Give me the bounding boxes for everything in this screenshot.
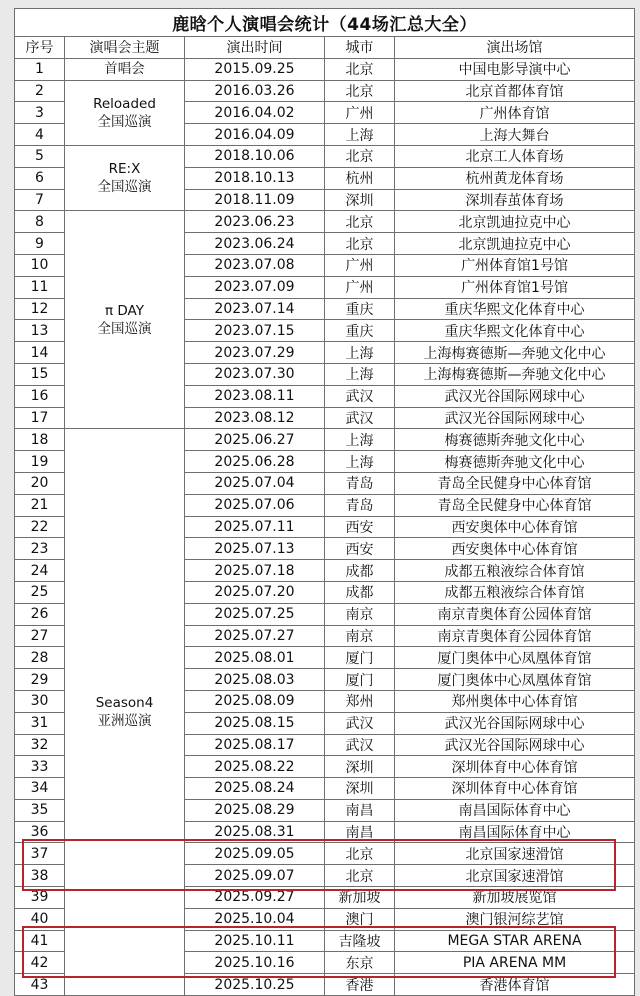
row-venue: 成都五粮液综合体育馆 [395, 581, 635, 603]
tour-theme-line1: 首唱会 [104, 61, 145, 78]
row-date: 2025.10.11 [185, 930, 325, 952]
tour-theme-cell [65, 429, 185, 996]
row-index: 4 [15, 124, 65, 146]
table-row [15, 211, 635, 233]
row-date: 2025.07.18 [185, 560, 325, 582]
row-city: 东京 [325, 952, 395, 974]
row-index: 14 [15, 342, 65, 364]
row-date: 2025.06.27 [185, 429, 325, 451]
tour-theme-line1: Season4 [95, 695, 154, 712]
row-index: 12 [15, 298, 65, 320]
row-date: 2018.11.09 [185, 189, 325, 211]
row-venue: 澳门银河综艺馆 [395, 908, 635, 930]
header-city: 城市 [325, 37, 395, 59]
row-index: 6 [15, 167, 65, 189]
row-city: 厦门 [325, 669, 395, 691]
row-venue: 西安奥体中心体育馆 [395, 516, 635, 538]
tour-theme-line1: π DAY [104, 302, 144, 319]
row-index: 25 [15, 581, 65, 603]
row-city: 深圳 [325, 189, 395, 211]
row-venue: 北京工人体育场 [395, 145, 635, 167]
row-venue: 南京青奥体育公园体育馆 [395, 603, 635, 625]
row-index: 24 [15, 560, 65, 582]
row-date: 2025.08.24 [185, 778, 325, 800]
row-venue: 武汉光谷国际网球中心 [395, 385, 635, 407]
row-index: 9 [15, 233, 65, 255]
row-date: 2025.09.05 [185, 843, 325, 865]
row-venue: 中国电影导演中心 [395, 58, 635, 80]
row-index: 20 [15, 472, 65, 494]
row-date: 2025.07.20 [185, 581, 325, 603]
row-index: 23 [15, 538, 65, 560]
row-date: 2025.08.29 [185, 799, 325, 821]
row-index: 35 [15, 799, 65, 821]
row-date: 2023.08.11 [185, 385, 325, 407]
row-index: 8 [15, 211, 65, 233]
header-row [15, 37, 635, 59]
row-city: 上海 [325, 342, 395, 364]
row-date: 2023.07.08 [185, 254, 325, 276]
row-index: 17 [15, 407, 65, 429]
table-row [15, 145, 635, 167]
row-city: 南京 [325, 625, 395, 647]
row-venue: 青岛全民健身中心体育馆 [395, 494, 635, 516]
row-date: 2025.08.03 [185, 669, 325, 691]
row-index: 31 [15, 712, 65, 734]
row-city: 北京 [325, 58, 395, 80]
header-date: 演出时间 [185, 37, 325, 59]
row-venue: 南昌国际体育中心 [395, 821, 635, 843]
row-date: 2025.08.15 [185, 712, 325, 734]
row-city: 香港 [325, 974, 395, 996]
row-date: 2025.07.25 [185, 603, 325, 625]
row-city: 西安 [325, 538, 395, 560]
row-city: 吉隆坡 [325, 930, 395, 952]
row-venue: MEGA STAR ARENA [395, 930, 635, 952]
row-venue: 深圳春茧体育场 [395, 189, 635, 211]
row-venue: 厦门奥体中心凤凰体育馆 [395, 669, 635, 691]
row-venue: 郑州奥体中心体育馆 [395, 690, 635, 712]
row-city: 上海 [325, 429, 395, 451]
row-index: 42 [15, 952, 65, 974]
row-date: 2023.07.30 [185, 363, 325, 385]
row-city: 成都 [325, 581, 395, 603]
row-date: 2016.04.09 [185, 124, 325, 146]
row-venue: 重庆华熙文化体育中心 [395, 320, 635, 342]
row-index: 3 [15, 102, 65, 124]
sheet-title: 鹿晗个人演唱会统计（44场汇总大全） [15, 9, 635, 37]
row-date: 2018.10.06 [185, 145, 325, 167]
row-index: 33 [15, 756, 65, 778]
row-date: 2025.08.17 [185, 734, 325, 756]
row-index: 28 [15, 647, 65, 669]
row-city: 重庆 [325, 320, 395, 342]
row-venue: 西安奥体中心体育馆 [395, 538, 635, 560]
tour-theme-cell [65, 80, 185, 145]
row-venue: 新加坡展览馆 [395, 887, 635, 909]
row-venue: 上海梅赛德斯—奔驰文化中心 [395, 342, 635, 364]
row-date: 2025.09.27 [185, 887, 325, 909]
row-venue: 广州体育馆 [395, 102, 635, 124]
row-index: 22 [15, 516, 65, 538]
row-venue: 上海梅赛德斯—奔驰文化中心 [395, 363, 635, 385]
row-index: 11 [15, 276, 65, 298]
row-index: 40 [15, 908, 65, 930]
row-date: 2025.07.27 [185, 625, 325, 647]
row-city: 上海 [325, 363, 395, 385]
row-index: 19 [15, 451, 65, 473]
row-city: 广州 [325, 254, 395, 276]
row-city: 北京 [325, 843, 395, 865]
row-venue: 北京国家速滑馆 [395, 865, 635, 887]
row-venue: PIA ARENA MM [395, 952, 635, 974]
row-venue: 青岛全民健身中心体育馆 [395, 472, 635, 494]
tour-theme-line2: 全国巡演 [97, 179, 152, 196]
row-index: 1 [15, 58, 65, 80]
row-city: 武汉 [325, 734, 395, 756]
row-venue: 北京凯迪拉克中心 [395, 211, 635, 233]
row-venue: 上海大舞台 [395, 124, 635, 146]
row-date: 2025.07.06 [185, 494, 325, 516]
row-date: 2025.10.25 [185, 974, 325, 996]
row-city: 青岛 [325, 494, 395, 516]
row-city: 深圳 [325, 778, 395, 800]
row-index: 32 [15, 734, 65, 756]
row-date: 2025.07.04 [185, 472, 325, 494]
row-index: 21 [15, 494, 65, 516]
row-city: 武汉 [325, 385, 395, 407]
row-index: 16 [15, 385, 65, 407]
tour-theme-cell [65, 58, 185, 80]
row-index: 15 [15, 363, 65, 385]
row-index: 36 [15, 821, 65, 843]
row-venue: 重庆华熙文化体育中心 [395, 298, 635, 320]
row-date: 2023.06.23 [185, 211, 325, 233]
table-row [15, 58, 635, 80]
row-city: 北京 [325, 233, 395, 255]
row-city: 成都 [325, 560, 395, 582]
row-venue: 北京首都体育馆 [395, 80, 635, 102]
row-city: 南昌 [325, 799, 395, 821]
row-date: 2025.09.07 [185, 865, 325, 887]
row-index: 26 [15, 603, 65, 625]
row-index: 18 [15, 429, 65, 451]
row-venue: 香港体育馆 [395, 974, 635, 996]
row-index: 10 [15, 254, 65, 276]
row-date: 2025.08.31 [185, 821, 325, 843]
row-date: 2025.07.11 [185, 516, 325, 538]
row-city: 南京 [325, 603, 395, 625]
row-index: 2 [15, 80, 65, 102]
row-city: 重庆 [325, 298, 395, 320]
row-date: 2025.10.16 [185, 952, 325, 974]
row-index: 5 [15, 145, 65, 167]
row-venue: 广州体育馆1号馆 [395, 254, 635, 276]
row-city: 深圳 [325, 756, 395, 778]
row-index: 38 [15, 865, 65, 887]
tour-theme-line1: Reloaded [93, 95, 156, 112]
row-index: 43 [15, 974, 65, 996]
row-venue: 成都五粮液综合体育馆 [395, 560, 635, 582]
row-index: 29 [15, 669, 65, 691]
row-index: 7 [15, 189, 65, 211]
row-venue: 杭州黄龙体育场 [395, 167, 635, 189]
row-date: 2016.03.26 [185, 80, 325, 102]
row-city: 北京 [325, 80, 395, 102]
row-date: 2025.08.01 [185, 647, 325, 669]
row-date: 2025.06.28 [185, 451, 325, 473]
tour-theme-line2: 亚洲巡演 [97, 713, 152, 730]
row-index: 41 [15, 930, 65, 952]
row-index: 27 [15, 625, 65, 647]
row-city: 郑州 [325, 690, 395, 712]
row-date: 2025.10.04 [185, 908, 325, 930]
row-city: 澳门 [325, 908, 395, 930]
header-index: 序号 [15, 37, 65, 59]
row-date: 2016.04.02 [185, 102, 325, 124]
row-index: 39 [15, 887, 65, 909]
row-venue: 深圳体育中心体育馆 [395, 756, 635, 778]
row-city: 北京 [325, 211, 395, 233]
row-venue: 武汉光谷国际网球中心 [395, 407, 635, 429]
table-row [15, 80, 635, 102]
row-city: 广州 [325, 276, 395, 298]
header-theme: 演唱会主题 [65, 37, 185, 59]
concert-table [14, 8, 635, 996]
row-date: 2015.09.25 [185, 58, 325, 80]
row-city: 新加坡 [325, 887, 395, 909]
row-date: 2018.10.13 [185, 167, 325, 189]
row-venue: 北京国家速滑馆 [395, 843, 635, 865]
row-venue: 厦门奥体中心凤凰体育馆 [395, 647, 635, 669]
row-venue: 武汉光谷国际网球中心 [395, 734, 635, 756]
row-city: 青岛 [325, 472, 395, 494]
tour-theme-cell [65, 211, 185, 429]
row-date: 2023.07.09 [185, 276, 325, 298]
row-city: 武汉 [325, 407, 395, 429]
row-venue: 武汉光谷国际网球中心 [395, 712, 635, 734]
row-date: 2025.08.22 [185, 756, 325, 778]
row-index: 37 [15, 843, 65, 865]
row-city: 武汉 [325, 712, 395, 734]
row-date: 2023.07.15 [185, 320, 325, 342]
row-city: 西安 [325, 516, 395, 538]
row-date: 2023.06.24 [185, 233, 325, 255]
header-venue: 演出场馆 [395, 37, 635, 59]
row-city: 上海 [325, 124, 395, 146]
row-city: 北京 [325, 145, 395, 167]
row-city: 杭州 [325, 167, 395, 189]
row-date: 2025.07.13 [185, 538, 325, 560]
row-venue: 南京青奥体育公园体育馆 [395, 625, 635, 647]
row-index: 30 [15, 690, 65, 712]
row-city: 上海 [325, 451, 395, 473]
concert-stats-sheet [14, 8, 634, 996]
row-index: 13 [15, 320, 65, 342]
row-venue: 广州体育馆1号馆 [395, 276, 635, 298]
row-venue: 北京凯迪拉克中心 [395, 233, 635, 255]
row-venue: 南昌国际体育中心 [395, 799, 635, 821]
tour-theme-line1: RE:X [108, 161, 141, 178]
tour-theme-line2: 全国巡演 [97, 320, 152, 337]
row-city: 广州 [325, 102, 395, 124]
row-city: 厦门 [325, 647, 395, 669]
row-city: 北京 [325, 865, 395, 887]
row-city: 南昌 [325, 821, 395, 843]
row-date: 2023.08.12 [185, 407, 325, 429]
row-venue: 梅赛德斯奔驰文化中心 [395, 451, 635, 473]
tour-theme-cell [65, 145, 185, 210]
row-date: 2023.07.14 [185, 298, 325, 320]
row-index: 34 [15, 778, 65, 800]
tour-theme-line2: 全国巡演 [97, 113, 152, 130]
row-date: 2025.08.09 [185, 690, 325, 712]
row-date: 2023.07.29 [185, 342, 325, 364]
table-row [15, 429, 635, 451]
row-venue: 深圳体育中心体育馆 [395, 778, 635, 800]
row-venue: 梅赛德斯奔驰文化中心 [395, 429, 635, 451]
